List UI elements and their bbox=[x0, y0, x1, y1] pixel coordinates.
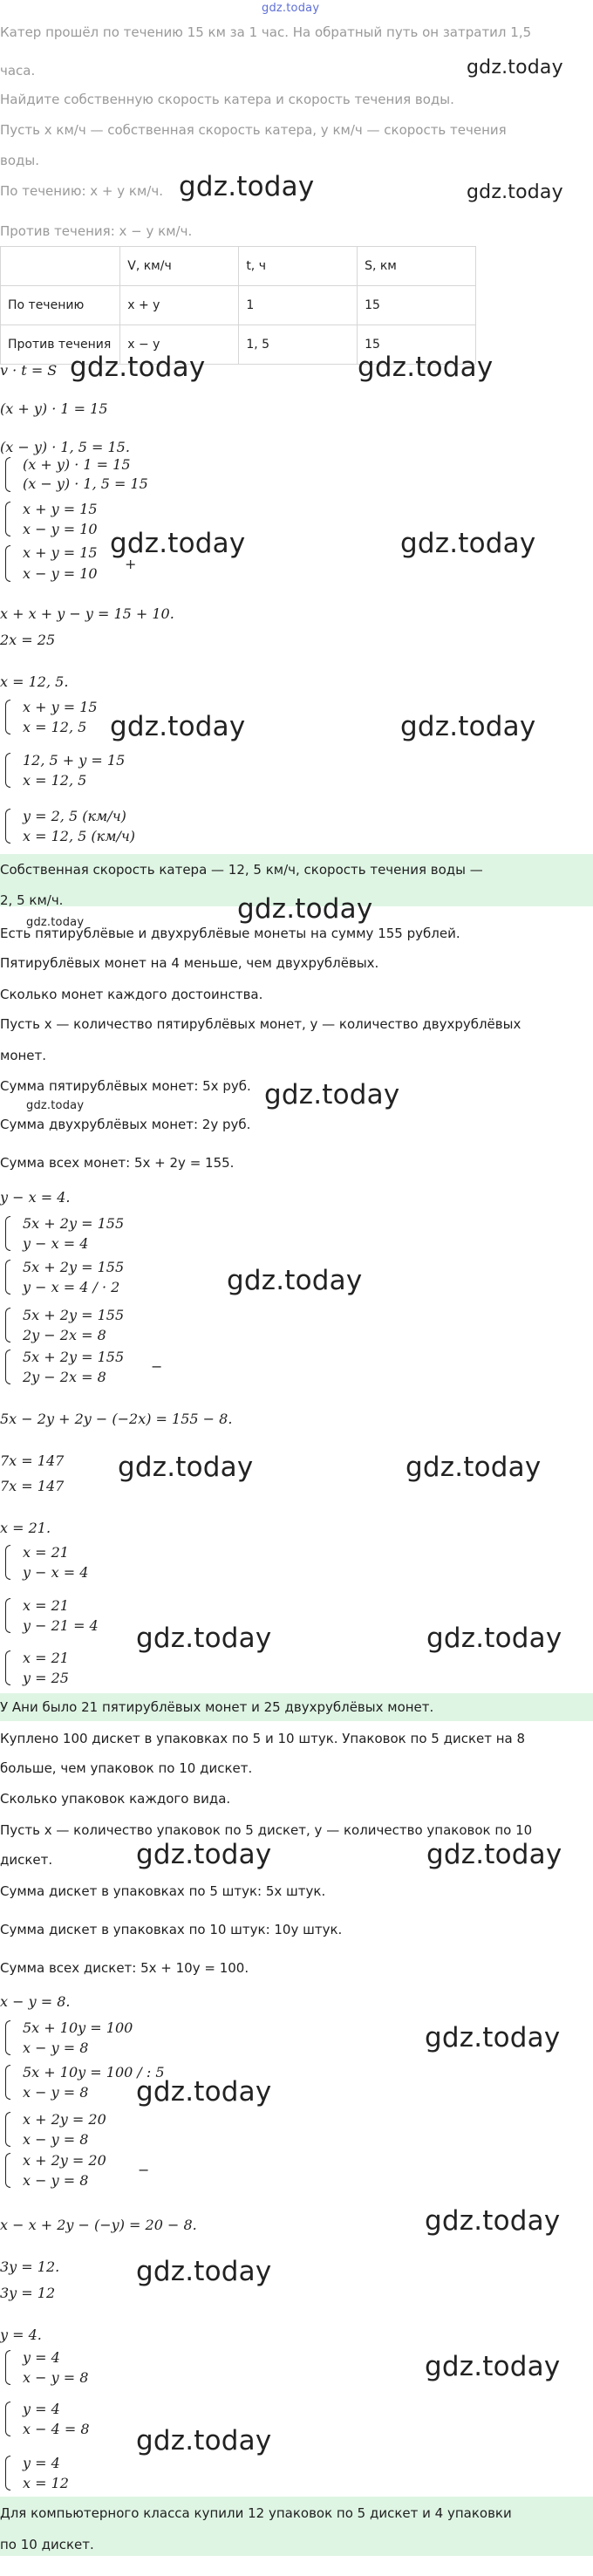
math-line: 5x − 2y + 2y − (−2x) = 155 − 8. bbox=[0, 1411, 233, 1427]
math-line: x − y = 8. bbox=[0, 1993, 71, 2010]
watermark: gdz.today bbox=[425, 2205, 561, 2237]
system-brace bbox=[5, 2402, 10, 2436]
math-line: y = 4. bbox=[0, 2327, 42, 2343]
problem-1-line-4: Пусть x км/ч — собственная скорость катера, y км/ч — скорость течения bbox=[0, 122, 507, 138]
problem-2-line-8: Сумма всех монет: 5x + 2y = 155. bbox=[0, 1155, 235, 1171]
system-brace bbox=[5, 2065, 10, 2100]
system-brace bbox=[5, 1216, 10, 1251]
table-cell: 15 bbox=[358, 286, 476, 325]
problem-3-line-1: Куплено 100 дискет в упаковках по 5 и 10 штук. Упаковок по 5 дискет на 8 bbox=[0, 1731, 526, 1746]
table-row bbox=[1, 286, 476, 325]
math-line: x = 21 bbox=[23, 1597, 69, 1614]
watermark: gdz.today bbox=[136, 2076, 272, 2108]
system-brace bbox=[5, 545, 10, 582]
watermark: gdz.today bbox=[70, 352, 206, 383]
math-line: 3y = 12 bbox=[0, 2285, 56, 2301]
problem-3-line-2: больше, чем упаковок по 10 дискет. bbox=[0, 1760, 253, 1776]
answer-3-line-1: Для компьютерного класса купили 12 упаковок по 5 дискет и 4 упаковки bbox=[0, 2505, 512, 2521]
system-brace bbox=[5, 1260, 10, 1295]
watermark: gdz.today bbox=[425, 2351, 561, 2382]
problem-3-line-7: Сумма дискет в упаковках по 10 штук: 10y штук. bbox=[0, 1922, 343, 1937]
math-line: 7x = 147 bbox=[0, 1478, 65, 1494]
data-table bbox=[0, 246, 476, 365]
math-line: (x + y) · 1 = 15 bbox=[23, 456, 131, 473]
math-line: x = 12, 5 bbox=[23, 772, 87, 789]
system-brace bbox=[5, 1650, 10, 1685]
problem-3-line-6: Сумма дискет в упаковках по 5 штук: 5x штук. bbox=[0, 1883, 326, 1899]
system-brace bbox=[5, 2153, 10, 2188]
system-brace bbox=[5, 753, 10, 788]
problem-2-line-5: монет. bbox=[0, 1048, 47, 1063]
math-line: x = 12, 5 (км/ч) bbox=[23, 828, 136, 844]
watermark: gdz.today bbox=[118, 1452, 254, 1483]
system-brace bbox=[5, 2020, 10, 2055]
problem-2-line-7: Сумма двухрублёвых монет: 2y руб. bbox=[0, 1117, 251, 1132]
math-line: 5x + 10y = 100 bbox=[23, 2019, 133, 2036]
watermark: gdz.today bbox=[110, 528, 246, 559]
problem-1-line-2: часа. bbox=[0, 63, 36, 79]
answer-3-line-2: по 10 дискет. bbox=[0, 2537, 94, 2552]
math-line: x − y = 8 bbox=[23, 2172, 89, 2189]
math-line: x − y = 8 bbox=[23, 2131, 89, 2148]
math-line: 5x + 10y = 100 / : 5 bbox=[23, 2064, 165, 2081]
table-header-row bbox=[1, 247, 476, 286]
watermark: gdz.today bbox=[237, 893, 373, 925]
math-line: 2y − 2x = 8 bbox=[23, 1369, 106, 1385]
math-line: x + y = 15 bbox=[23, 699, 98, 715]
math-line: x + x + y − y = 15 + 10. bbox=[0, 605, 174, 622]
math-line: 5x + 2y = 155 bbox=[23, 1349, 125, 1365]
math-line: x − y = 10 bbox=[23, 565, 98, 582]
table-header-cell: t, ч bbox=[239, 247, 358, 286]
math-line: y − x = 4 bbox=[23, 1235, 89, 1252]
table-cell: Против течения bbox=[1, 325, 120, 365]
table-header-cell: S, км bbox=[358, 247, 476, 286]
math-line: x = 21 bbox=[23, 1544, 69, 1561]
system-brace bbox=[5, 2350, 10, 2385]
watermark: gdz.today bbox=[136, 1623, 272, 1654]
math-line: y − 21 = 4 bbox=[23, 1617, 99, 1634]
answer-1-line-1: Собственная скорость катера — 12, 5 км/ч, скорость течения воды — bbox=[0, 862, 483, 878]
table-header-cell bbox=[1, 247, 120, 286]
system-brace bbox=[5, 457, 10, 492]
math-line: y − x = 4. bbox=[0, 1189, 71, 1206]
system-brace bbox=[5, 1308, 10, 1343]
table-cell: По течению bbox=[1, 286, 120, 325]
math-line: x = 21. bbox=[0, 1520, 51, 1536]
problem-3-line-8: Сумма всех дискет: 5x + 10y = 100. bbox=[0, 1960, 249, 1976]
plus-sign: + bbox=[125, 556, 137, 572]
problem-3-line-3: Сколько упаковок каждого вида. bbox=[0, 1791, 231, 1807]
problem-1-line-5: воды. bbox=[0, 153, 39, 168]
system-brace bbox=[5, 2456, 10, 2491]
watermark: gdz.today bbox=[26, 1099, 85, 1112]
watermark: gdz.today bbox=[426, 1623, 562, 1654]
system-brace bbox=[5, 1545, 10, 1580]
math-line: x = 12 bbox=[23, 2475, 69, 2491]
watermark: gdz.today bbox=[467, 181, 563, 203]
watermark: gdz.today bbox=[179, 171, 315, 202]
minus-sign: − bbox=[151, 1358, 163, 1375]
math-line: 5x + 2y = 155 bbox=[23, 1215, 125, 1232]
math-line: 7x = 147 bbox=[0, 1452, 65, 1469]
system-brace bbox=[5, 1598, 10, 1633]
problem-1-line-7: Против течения: x − y км/ч. bbox=[0, 223, 193, 239]
math-line: x − y = 8 bbox=[23, 2040, 89, 2056]
system-brace bbox=[5, 502, 10, 536]
watermark: gdz.today bbox=[400, 711, 536, 742]
math-line: v · t = S bbox=[0, 362, 58, 379]
problem-1-line-1: Катер прошёл по течению 15 км за 1 час. На обратный путь он затратил 1,5 bbox=[0, 24, 532, 40]
watermark: gdz.today bbox=[136, 2425, 272, 2456]
watermark: gdz.today bbox=[26, 916, 85, 929]
math-line: y = 2, 5 (км/ч) bbox=[23, 808, 126, 824]
math-line: x − x + 2y − (−y) = 20 − 8. bbox=[0, 2217, 197, 2233]
math-line: 12, 5 + y = 15 bbox=[23, 752, 126, 769]
math-line: y − x = 4 bbox=[23, 1564, 89, 1581]
minus-sign: − bbox=[138, 2162, 150, 2178]
watermark: gdz.today bbox=[227, 1265, 363, 1296]
table-cell: 1 bbox=[239, 286, 358, 325]
system-brace bbox=[5, 2112, 10, 2147]
math-line: 3y = 12. bbox=[0, 2258, 60, 2275]
problem-2-line-4: Пусть x — количество пятирублёвых монет, y — количество двухрублёвых bbox=[0, 1016, 521, 1032]
math-line: (x − y) · 1, 5 = 15. bbox=[0, 439, 130, 455]
problem-2-line-2: Пятирублёвых монет на 4 меньше, чем двухрублёвых. bbox=[0, 955, 379, 971]
math-line: 5x + 2y = 155 bbox=[23, 1307, 125, 1323]
answer-1-line-2: 2, 5 км/ч. bbox=[0, 892, 64, 908]
math-line: x − y = 8 bbox=[23, 2084, 89, 2101]
answer-2: У Ани было 21 пятирублёвых монет и 25 двухрублёвых монет. bbox=[0, 1699, 434, 1715]
system-brace bbox=[5, 1349, 10, 1384]
system-brace bbox=[5, 700, 10, 735]
math-line: y = 25 bbox=[23, 1670, 69, 1686]
watermark: gdz.today bbox=[406, 1452, 542, 1483]
math-line: y = 4 bbox=[23, 2455, 60, 2471]
math-line: y − x = 4 / · 2 bbox=[23, 1279, 120, 1295]
math-line: x + 2y = 20 bbox=[23, 2111, 106, 2128]
problem-2-line-3: Сколько монет каждого достоинства. bbox=[0, 987, 263, 1002]
table-cell: 15 bbox=[358, 325, 476, 365]
math-line: x + 2y = 20 bbox=[23, 2152, 106, 2169]
table-header-cell: V, км/ч bbox=[120, 247, 239, 286]
problem-1-line-6: По течению: x + y км/ч. bbox=[0, 183, 163, 199]
math-line: 2y − 2x = 8 bbox=[23, 1327, 106, 1343]
problem-1-line-3: Найдите собственную скорость катера и скорость течения воды. bbox=[0, 92, 454, 107]
math-line: y = 4 bbox=[23, 2349, 60, 2366]
math-line: y = 4 bbox=[23, 2401, 60, 2417]
math-line: x = 21 bbox=[23, 1650, 69, 1666]
math-line: x − y = 8 bbox=[23, 2369, 89, 2386]
system-brace bbox=[5, 809, 10, 844]
watermark: gdz.today bbox=[136, 1839, 272, 1870]
problem-2-line-6: Сумма пятирублёвых монет: 5x руб. bbox=[0, 1078, 251, 1094]
math-line: 2x = 25 bbox=[0, 632, 56, 648]
problem-2-line-1: Есть пятирублёвые и двухрублёвые монеты на сумму 155 рублей. bbox=[0, 926, 460, 941]
watermark: gdz.today bbox=[425, 2022, 561, 2053]
problem-3-line-5: дискет. bbox=[0, 1852, 53, 1868]
math-line: x = 12, 5 bbox=[23, 719, 87, 735]
math-line: x − 4 = 8 bbox=[23, 2421, 90, 2437]
watermark: gdz.today bbox=[110, 711, 246, 742]
problem-3-line-4: Пусть x — количество упаковок по 5 дискет, y — количество упаковок по 10 bbox=[0, 1822, 533, 1838]
watermark: gdz.today bbox=[400, 528, 536, 559]
watermark: gdz.today bbox=[426, 1839, 562, 1870]
watermark: gdz.today bbox=[136, 2256, 272, 2287]
math-line: (x − y) · 1, 5 = 15 bbox=[23, 475, 148, 492]
math-line: (x + y) · 1 = 15 bbox=[0, 400, 108, 417]
math-line: x = 12, 5. bbox=[0, 673, 69, 690]
math-line: x + y = 15 bbox=[23, 544, 98, 561]
watermark: gdz.today bbox=[467, 57, 563, 79]
math-line: 5x + 2y = 155 bbox=[23, 1259, 125, 1275]
math-line: x − y = 10 bbox=[23, 521, 98, 537]
table-cell: x − y bbox=[120, 325, 239, 365]
watermark: gdz.today bbox=[262, 2, 320, 15]
watermark: gdz.today bbox=[264, 1079, 400, 1110]
table-cell: x + y bbox=[120, 286, 239, 325]
math-line: x + y = 15 bbox=[23, 501, 98, 517]
watermark: gdz.today bbox=[358, 352, 494, 383]
table-cell: 1, 5 bbox=[239, 325, 358, 365]
